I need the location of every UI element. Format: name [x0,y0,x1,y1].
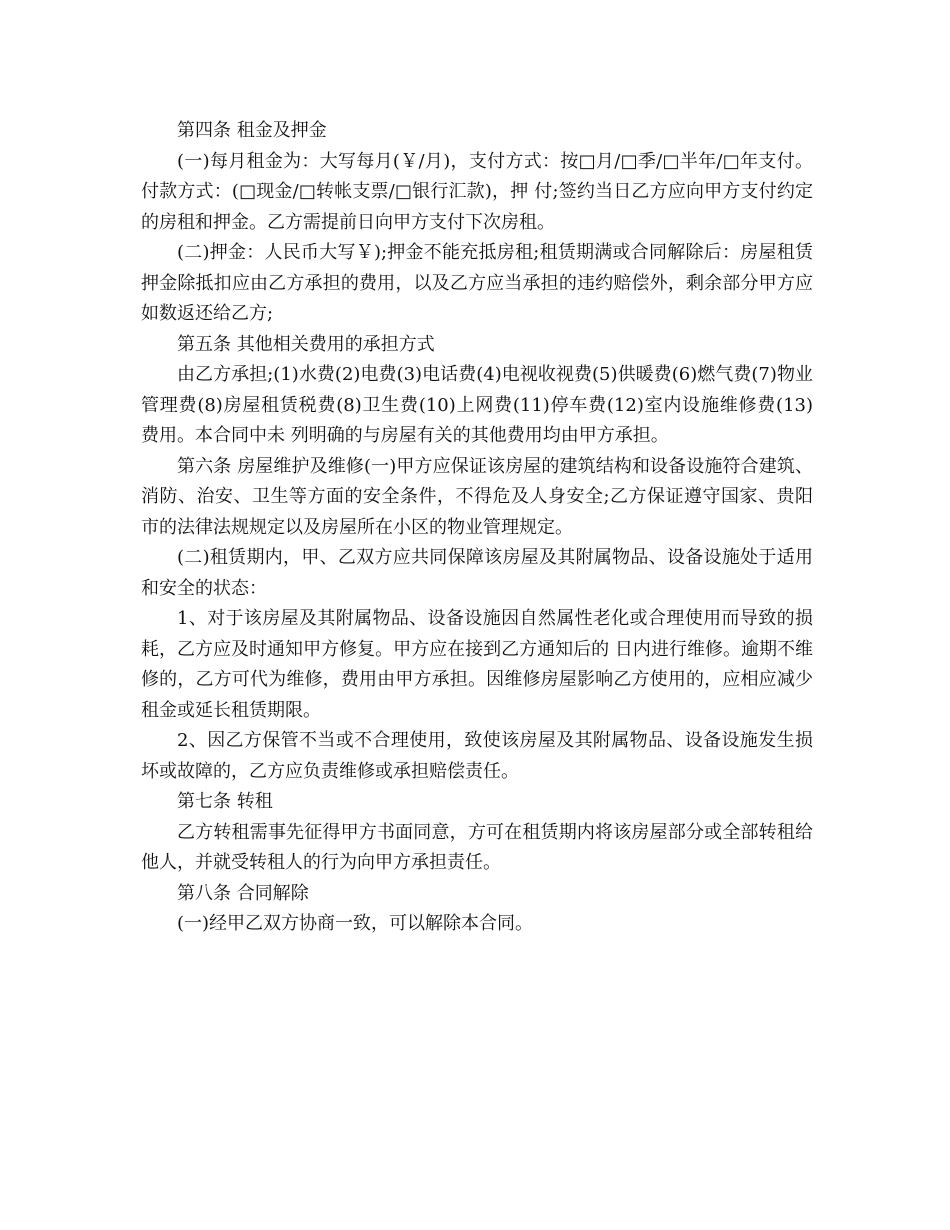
document-page [141,116,813,940]
article-8-heading: 第八条 合同解除 [177,882,309,904]
article-6-maintenance-paragraph: 第六条 房屋维护及维修(一)甲方应保证该房屋的建筑结构和设备设施符合建筑、消防、治安、卫生等方面的安全条件，不得危及人身安全;乙方保证遵守国家、贵阳市的法律法规规定以及房屋所在小区的物业管理规定。 [141,455,813,538]
article-5-fees-paragraph: 由乙方承担;(1)水费(2)电费(3)电话费(4)电视收视费(5)供暖费(6)燃气费(7)物业管理费(8)房屋租赁税费(8)卫生费(10)上网费(11)停车费(12)室内设施维修费(13) 费用。本合同中未 列明确的与房屋有关的其他费用均由甲方承担。 [141,364,813,446]
article-4-rent-paragraph: (一)每月租金为：大写每月(￥/月)，支付方式：按□月/□季/□半年/□年支付。付款方式：(□现金/□转帐支票/□银行汇款)，押 付;签约当日乙方应向甲方支付约定的房租和押金。乙方需提前日向甲方支付下次房租。 [141,150,813,233]
article-5-heading: 第五条 其他相关费用的承担方式 [177,333,435,355]
article-4-deposit-paragraph: (二)押金：人民币大写￥);押金不能充抵房租;租赁期满或合同解除后：房屋租赁押金除抵扣应由乙方承担的费用，以及乙方应当承担的违约赔偿外，剩余部分甲方应如数返还给乙方; [141,242,813,324]
article-7-heading: 第七条 转租 [177,791,273,812]
article-7-sublet-paragraph: 乙方转租需事先征得甲方书面同意，方可在租赁期内将该房屋部分或全部转租给他人，并就受转租人的行为向甲方承担责任。 [141,821,813,873]
article-6-clause-2-paragraph: (二)租赁期内，甲、乙双方应共同保障该房屋及其附属物品、设备设施处于适用和安全的状态： [141,547,813,599]
article-6-item-2-paragraph: 2、因乙方保管不当或不合理使用，致使该房屋及其附属物品、设备设施发生损坏或故障的，乙方应负责维修或承担赔偿责任。 [141,730,813,782]
article-8-clause-1-paragraph: (一)经甲乙双方协商一致，可以解除本合同。 [177,913,534,934]
article-6-item-1-paragraph: 1、对于该房屋及其附属物品、设备设施因自然属性老化或合理使用而导致的损耗，乙方应及时通知甲方修复。甲方应在接到乙方通知后的 日内进行维修。逾期不维修的，乙方可代为维修，费用由甲方承担。因维修房屋影响乙方使用的，应相应减少租金或延长租赁期限。 [141,608,813,721]
article-4-heading: 第四条 租金及押金 [177,120,327,141]
